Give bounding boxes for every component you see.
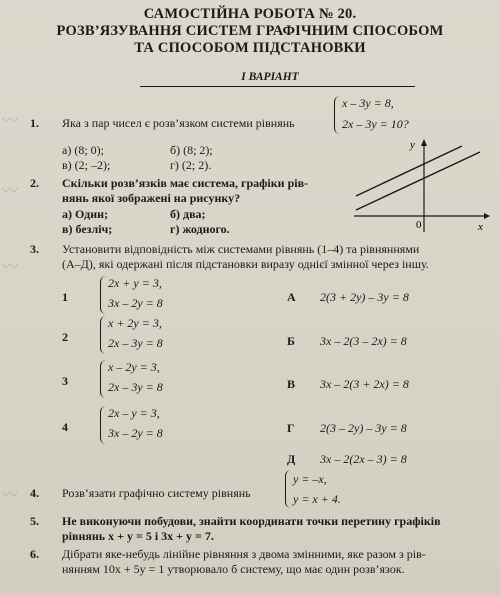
variant-heading: І ВАРІАНТ <box>241 71 299 83</box>
task-5-question-line-2: рівнянь x + y = 5 і 3x + y = 7. <box>62 529 214 543</box>
margin-pencil-mark: 〰 <box>2 257 19 276</box>
task-6-number: 6. <box>30 547 39 561</box>
task-1-option-b: б) (8; 2); <box>170 143 213 157</box>
graph-line-2 <box>356 152 480 210</box>
task-3-system-equation: 2x – y = 3, <box>108 406 160 420</box>
task-3-system-label: 2 <box>62 330 68 344</box>
task-3-system-label: 4 <box>62 420 68 434</box>
task-5-number: 5. <box>30 514 39 528</box>
task-4-question: Розв’язати графічно систему рівнянь <box>62 486 251 500</box>
page-subtitle-line-1: РОЗВ’ЯЗУВАННЯ СИСТЕМ ГРАФІЧНИМ СПОСОБОМ <box>56 23 444 39</box>
graph-y-arrow <box>421 139 427 146</box>
task-3-system-brace <box>100 406 106 444</box>
task-6-question-line-1: Дібрати яке-небудь лінійне рівняння з двома змінними, яке разом з рів- <box>62 547 426 561</box>
task-1-equation-1: x – 3y = 8, <box>342 96 394 110</box>
task-3-system-equation: x – 2y = 3, <box>108 360 160 374</box>
task-3-system-brace <box>100 276 106 314</box>
task-3-system-label: 3 <box>62 374 68 388</box>
task-1-system-brace <box>334 96 340 134</box>
task-3-system-equation: 2x – 3y = 8 <box>108 336 163 350</box>
variant-underline <box>140 86 415 87</box>
task-1-question: Яка з пар чисел є розв’язком системи рівнянь <box>62 116 295 130</box>
page-subtitle-line-2: ТА СПОСОБОМ ПІДСТАНОВКИ <box>134 40 366 56</box>
task-2-question-line-1: Скільки розв’язків має система, графіки рів- <box>62 176 309 190</box>
task-3-system-equation: 2x – 3y = 8 <box>108 380 163 394</box>
task-3-answer-label: Д <box>287 452 296 466</box>
page-title: САМОСТІЙНА РОБОТА № 20. <box>143 6 357 22</box>
task-2-option-g: г) жодного. <box>170 222 230 236</box>
task-1-number: 1. <box>30 116 39 130</box>
graph-x-arrow <box>484 213 490 219</box>
task-2-graph <box>350 138 490 234</box>
graph-origin-label: 0 <box>416 219 422 231</box>
task-3-answer-label: Г <box>287 421 295 435</box>
task-3-system-equation: 3x – 2y = 8 <box>108 296 163 310</box>
margin-pencil-mark: 〰 <box>2 111 19 130</box>
task-2-question-line-2: нянь якої зображені на рисунку? <box>62 191 241 205</box>
task-3-answer-label: Б <box>287 334 295 348</box>
task-3-system-brace <box>100 360 106 398</box>
task-1-option-v: в) (2; –2); <box>62 158 111 172</box>
task-2-number: 2. <box>30 176 39 190</box>
task-4-equation-1: y = –x, <box>293 472 327 486</box>
task-3-question-line-2: (А–Д), які одержані після підстановки виразу однієї змінної через іншу. <box>62 257 429 271</box>
task-3-answer-equation: 3x – 2(3 – 2x) = 8 <box>320 334 407 348</box>
task-3-answer-label: В <box>287 377 296 391</box>
task-3-system-equation: 2x + y = 3, <box>108 276 162 290</box>
task-3-system-equation: 3x – 2y = 8 <box>108 426 163 440</box>
task-6-question-line-2: нянням 10x + 5y = 1 утворювало б систему, що має один розв’язок. <box>62 562 405 576</box>
task-2-option-b: б) два; <box>170 207 206 221</box>
graph-x-label: x <box>478 221 483 233</box>
task-3-answer-equation: 2(3 + 2y) – 3y = 8 <box>320 290 409 304</box>
margin-pencil-mark: 〰 <box>2 181 19 200</box>
task-4-system-brace <box>285 470 291 508</box>
task-1-option-g: г) (2; 2). <box>170 158 212 172</box>
task-3-system-brace <box>100 316 106 354</box>
graph-y-label: y <box>410 139 415 151</box>
task-3-question-line-1: Установити відповідність між системами рівнянь (1–4) та рівняннями <box>62 242 420 256</box>
task-3-answer-equation: 3x – 2(2x – 3) = 8 <box>320 452 407 466</box>
task-3-system-equation: x + 2y = 3, <box>108 316 162 330</box>
margin-pencil-mark: 〰 <box>2 485 19 504</box>
task-2-option-a: а) Один; <box>62 207 109 221</box>
task-5-question-line-1: Не виконуючи побудови, знайти координати точки перетину графіків <box>62 514 441 528</box>
task-3-answer-equation: 3x – 2(3 + 2x) = 8 <box>320 377 409 391</box>
task-3-answer-equation: 2(3 – 2y) – 3y = 8 <box>320 421 407 435</box>
task-4-equation-2: y = x + 4. <box>293 492 341 506</box>
task-4-number: 4. <box>30 486 39 500</box>
task-3-number: 3. <box>30 242 39 256</box>
task-3-answer-label: А <box>287 290 296 304</box>
task-2-option-v: в) безліч; <box>62 222 113 236</box>
task-1-option-a: а) (8; 0); <box>62 143 104 157</box>
task-1-equation-2: 2x – 3y = 10? <box>342 117 409 131</box>
task-3-system-label: 1 <box>62 290 68 304</box>
graph-line-1 <box>356 146 462 196</box>
